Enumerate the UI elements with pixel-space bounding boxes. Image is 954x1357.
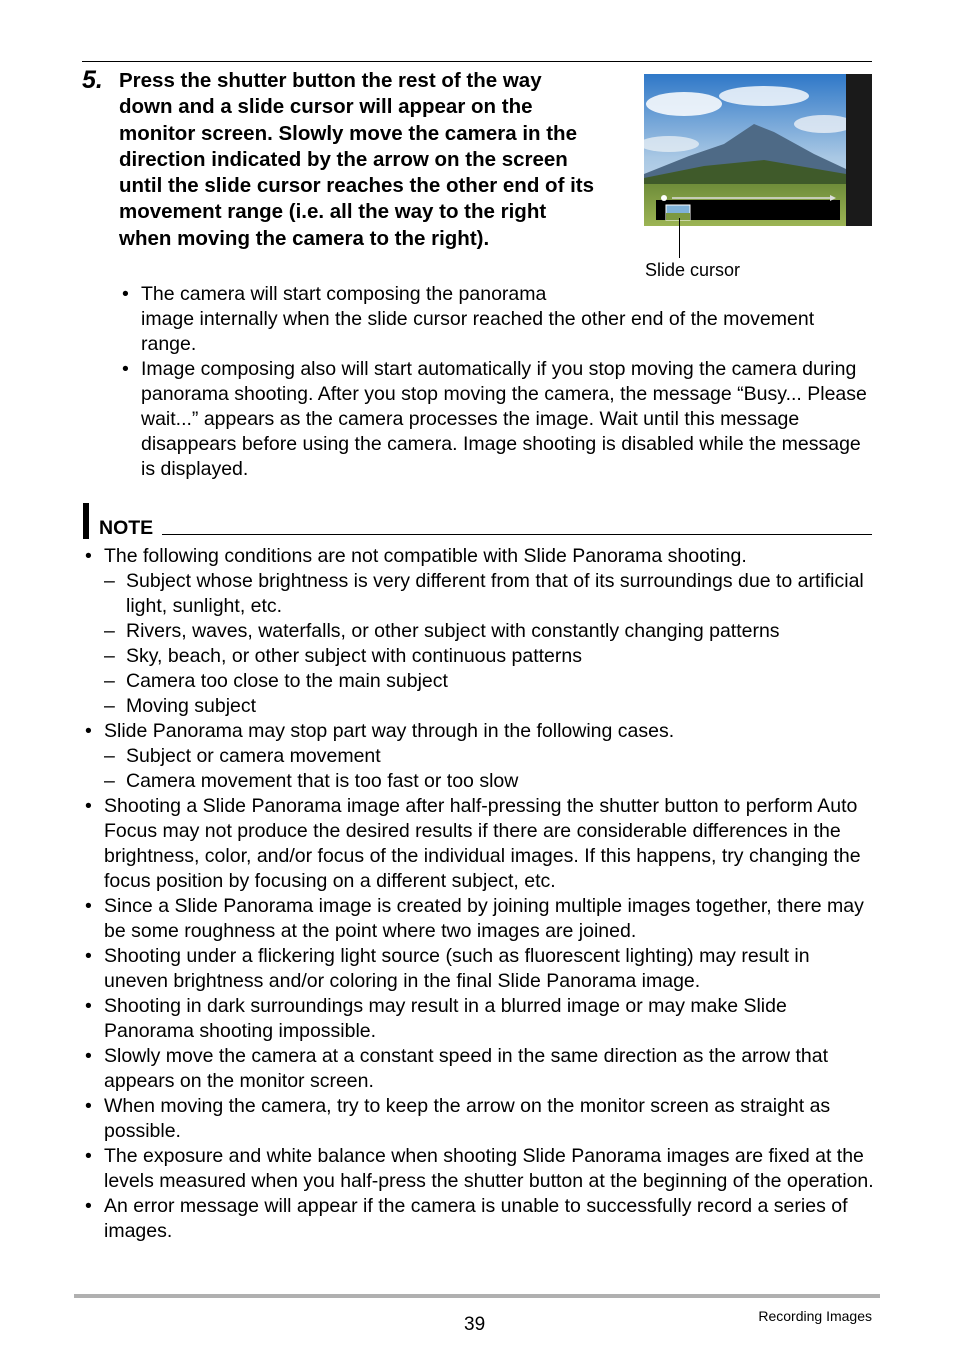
sub-list-item: – Subject or camera movement <box>126 744 874 769</box>
sub-list <box>104 569 874 719</box>
step-notes <box>141 282 871 482</box>
sub-list <box>104 744 874 794</box>
note-heading: NOTE <box>99 517 154 539</box>
sub-list-item: – Subject whose brightness is very different from that of its surroundings due to artificial light, sunlight, etc. <box>126 569 874 619</box>
top-rule <box>82 61 872 62</box>
list-item <box>104 719 874 794</box>
section-name: Recording Images <box>758 1308 872 1324</box>
list-item: • Image composing also will start automatically if you stop moving the camera during panorama shooting. After you stop moving the camera, the message “Busy... Please wait...” appears as the camera processes the image. Wait until this message disappears before using the camera. Image shooting is disabled while the message is displayed. <box>141 357 871 482</box>
list-item: • Shooting a Slide Panorama image after half-pressing the shutter button to perform Auto Focus may not produce the desired results if there are considerable differences in the brightness, color, and/or focus of the individual images. If this happens, try changing the focus position by focusing on a different subject, etc. <box>104 794 874 894</box>
list-item <box>141 282 871 357</box>
note-rule <box>162 534 872 535</box>
list-item: • The exposure and white balance when shooting Slide Panorama images are fixed at the levels measured when you half-press the shutter button at the beginning of the operation. <box>104 1144 874 1194</box>
list-item: • Since a Slide Panorama image is created by joining multiple images together, there may be some roughness at the point where two images are joined. <box>104 894 874 944</box>
list-item-text: image internally when the slide cursor reached the other end of the movement range. <box>141 308 815 355</box>
note-list <box>104 544 874 1244</box>
list-item <box>104 544 874 719</box>
list-item: • Shooting under a flickering light source (such as fluorescent lighting) may result in uneven brightness and/or coloring in the final Slide Panorama image. <box>104 944 874 994</box>
step-instruction: Press the shutter button the rest of the way down and a slide cursor will appear on the monitor screen. Slowly move the camera in the direction indicated by the arrow on the screen until the slide cursor reaches the other end of its movement range (i.e. all the way to the right when moving the camera to the right). <box>119 69 595 250</box>
figure-caption: Slide cursor <box>645 260 741 280</box>
callout-line <box>679 218 680 258</box>
list-item: • An error message will appear if the camera is unable to successfully record a series of images. <box>104 1194 874 1244</box>
sub-list-item: – Camera too close to the main subject <box>126 669 874 694</box>
list-item: • When moving the camera, try to keep the arrow on the monitor screen as straight as possible. <box>104 1094 874 1144</box>
sub-list-item: – Moving subject <box>126 694 874 719</box>
page-number: 39 <box>464 1314 486 1335</box>
list-item: • Shooting in dark surroundings may result in a blurred image or may make Slide Panorama shooting impossible. <box>104 994 874 1044</box>
list-item: • Slowly move the camera at a constant speed in the same direction as the arrow that appears on the monitor screen. <box>104 1044 874 1094</box>
panorama-screen-image <box>644 74 872 226</box>
list-item-text: Slide Panorama may stop part way through in the following cases. <box>104 720 675 742</box>
step-number: 5. <box>82 66 103 94</box>
list-item-text: • The camera will start composing the panorama <box>141 283 547 305</box>
sub-list-item: – Camera movement that is too fast or too slow <box>126 769 874 794</box>
footer-rule <box>74 1294 880 1298</box>
note-marker <box>83 503 89 539</box>
list-item-text: The following conditions are not compatible with Slide Panorama shooting. <box>104 545 747 567</box>
sub-list-item: – Sky, beach, or other subject with continuous patterns <box>126 644 874 669</box>
sub-list-item: – Rivers, waves, waterfalls, or other subject with constantly changing patterns <box>126 619 874 644</box>
